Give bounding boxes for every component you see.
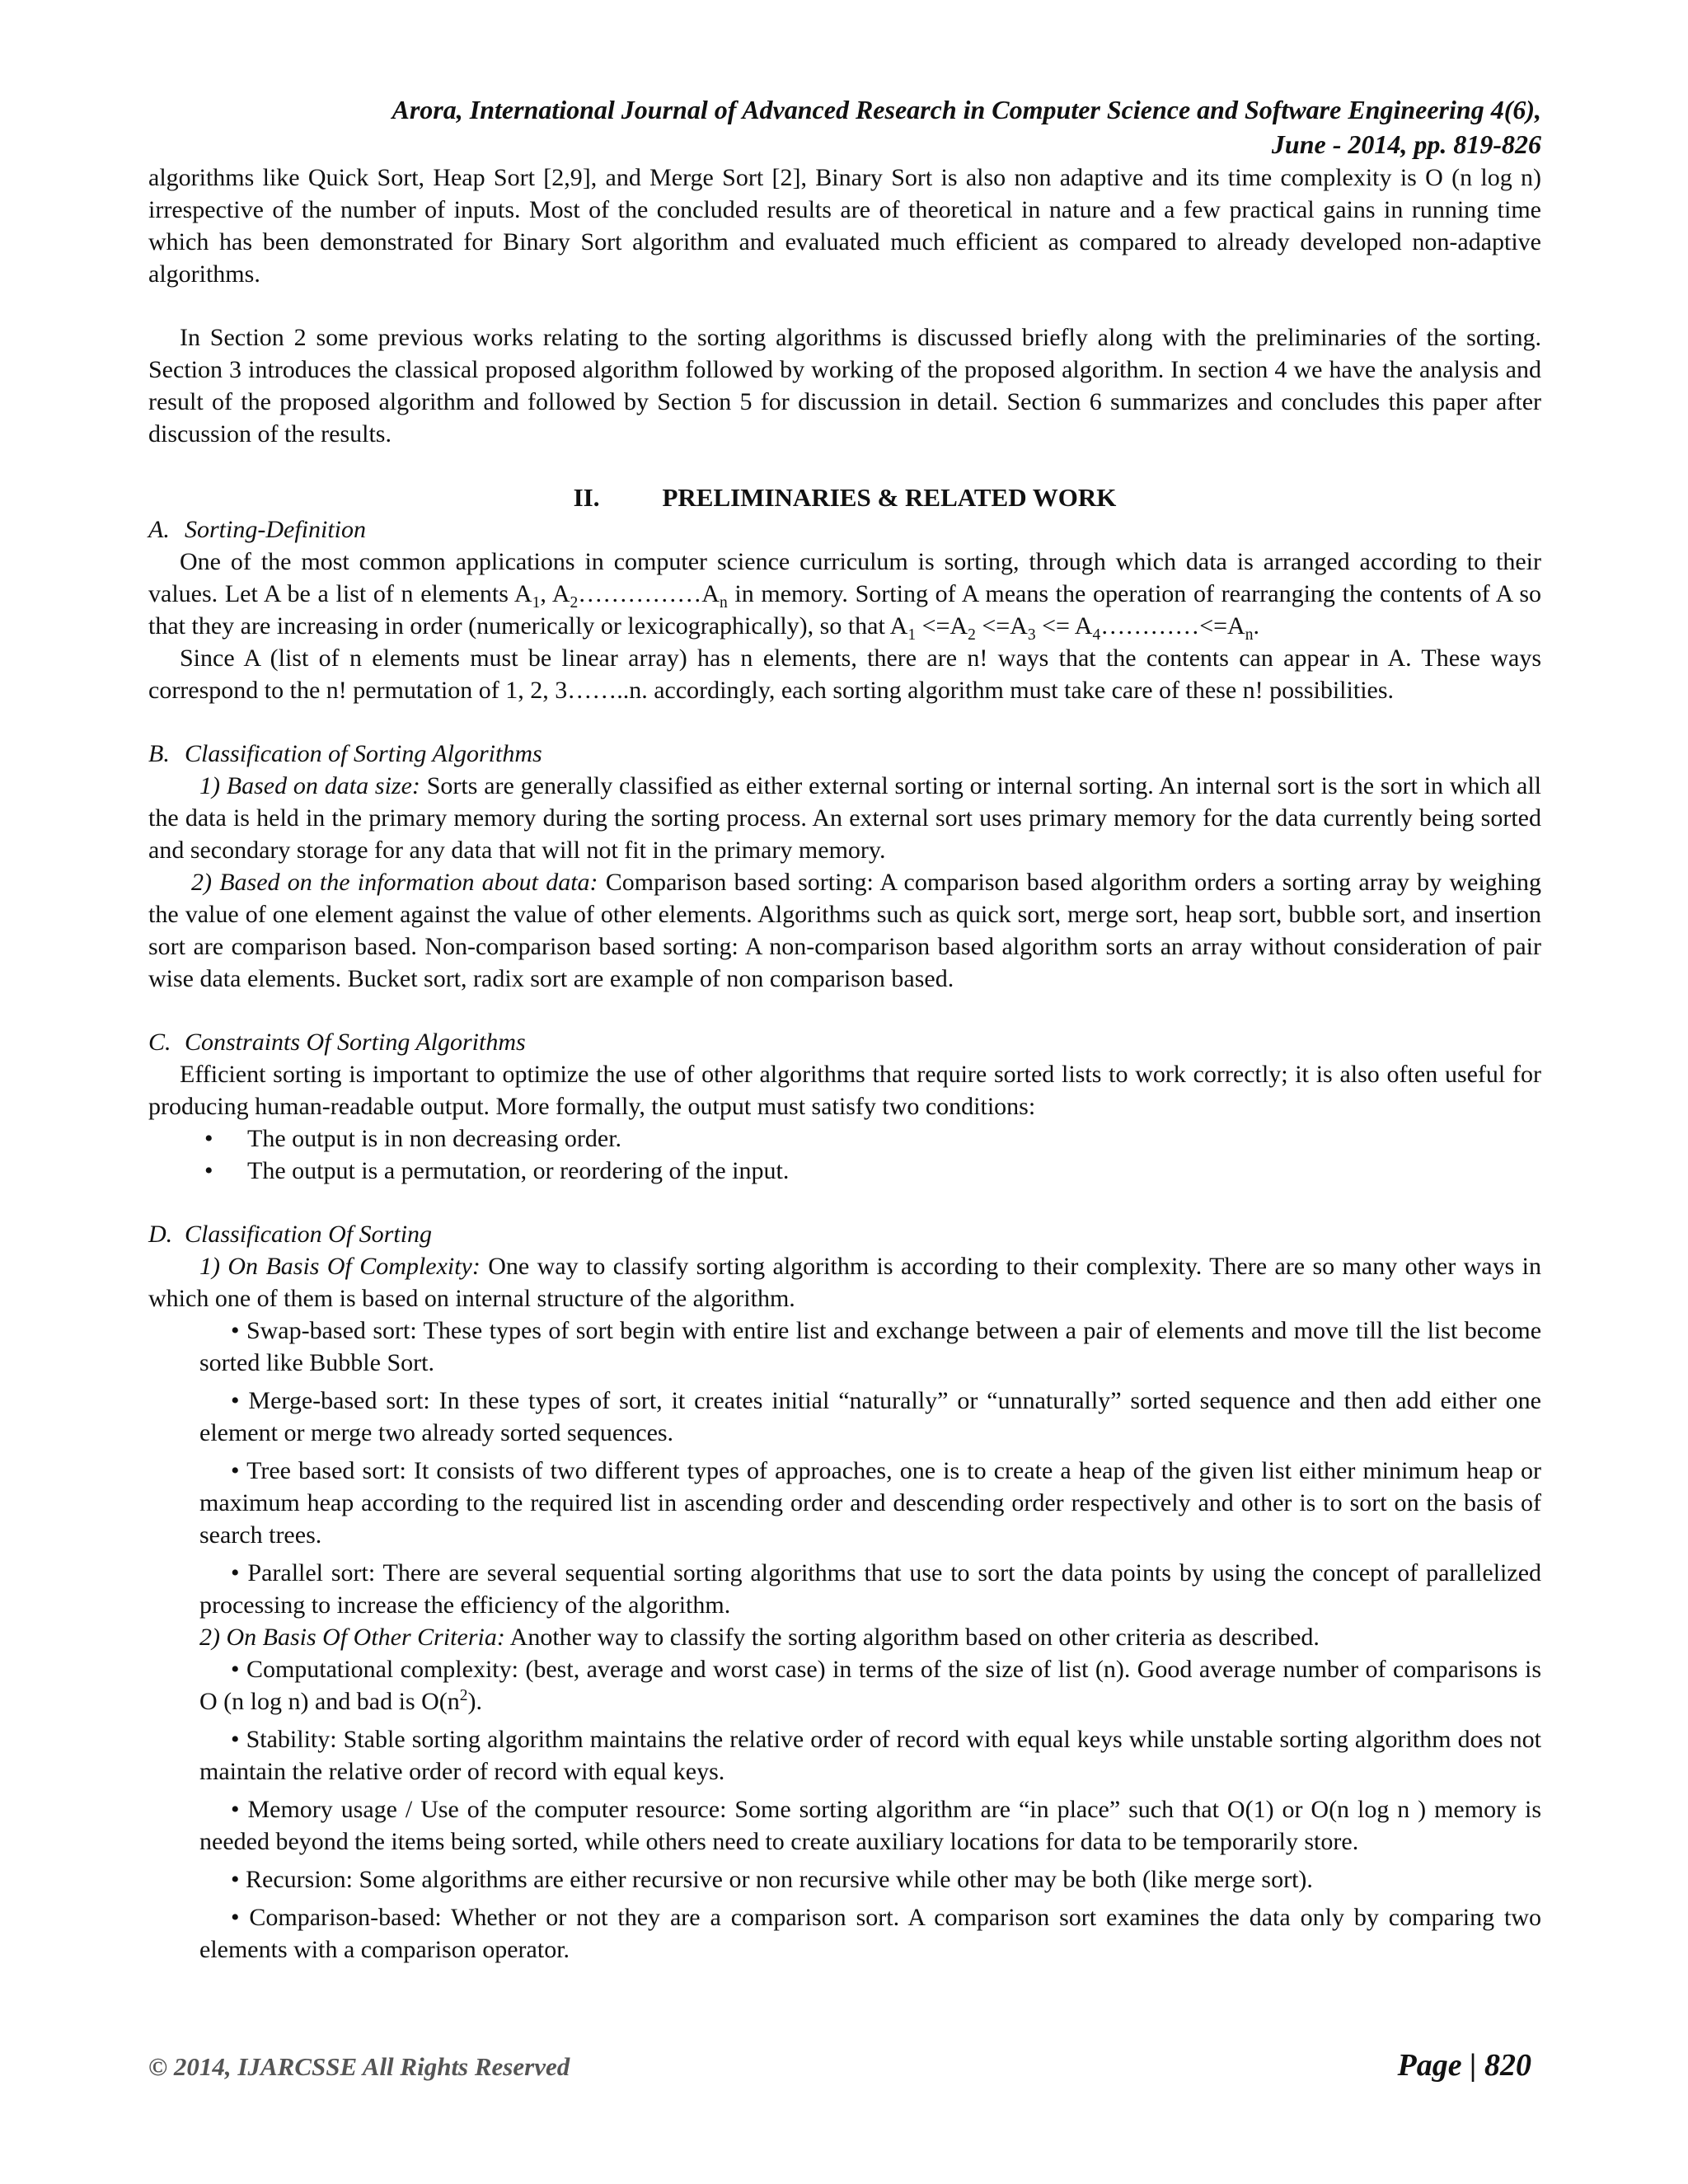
runin-label: 2) Based on the information about data: [191, 869, 598, 896]
header-journal-line: Arora, International Journal of Advanced Research in Computer Science and Software Engineering 4(6), [392, 95, 1541, 124]
subscript: 1 [907, 626, 917, 644]
bullet-icon: • [231, 1796, 240, 1823]
other-criteria-paragraph [199, 1621, 1541, 1653]
complexity-list [148, 1315, 1541, 1966]
runin-label: 1) On Basis Of Complexity: [199, 1253, 481, 1280]
bullet-icon: • [231, 1317, 240, 1344]
subsection-b-title: Classification of Sorting Algorithms [185, 740, 542, 767]
list-item-text: Merge-based sort: In these types of sort, it creates initial “naturally” or “unnaturally” sorted sequence and then add either one element or merge two already sorted sequences. [199, 1387, 1541, 1446]
list-item-text: Computational complexity: (best, average and worst case) in terms of the size of list (n). Good average number of comparisons is O (n log n) and bad is O(n [199, 1656, 1542, 1715]
definition-text: . [1253, 612, 1259, 640]
list-item-text: Comparison-based: Whether or not they are a comparison sort. A comparison sort examines the data only by comparing two elements with a comparison operator. [199, 1904, 1541, 1963]
bullet-icon: • [231, 1387, 240, 1414]
sorting-definition-paragraph [148, 546, 1541, 642]
list-item-text: Swap-based sort: These types of sort begin with entire list and exchange between a pair of elements and move till the list become sorted like Bubble Sort. [199, 1317, 1542, 1376]
list-item-text: Recursion: Some algorithms are either recursive or non recursive while other may be both (like merge sort). [246, 1866, 1313, 1893]
subscript: 2 [968, 626, 976, 644]
list-item [204, 1155, 1541, 1187]
complexity-paragraph [148, 1250, 1541, 1315]
header-date-line: June - 2014, pp. 819-826 [1271, 129, 1541, 159]
bullet-icon: • [231, 1457, 240, 1484]
list-item [199, 1315, 1541, 1379]
definition-text: <= A [1035, 612, 1093, 640]
constraints-paragraph: Efficient sorting is important to optimize the use of other algorithms that require sorted lists to work correctly; it is also often useful for producing human-readable output. More formally, the output must satisfy two conditions: [148, 1061, 1541, 1120]
definition-text: , A [540, 580, 570, 607]
conditions-list [148, 1122, 1541, 1187]
subscript: 1 [532, 594, 541, 612]
permutation-paragraph: Since A (list of n elements must be linear array) has n elements, there are n! ways that the contents can appear in A. These ways correspond to the n! permutation of 1, 2, 3……..n. accordingly, each sorting algorithm must take care of these n! possibilities. [148, 644, 1541, 704]
subscript: 4 [1092, 626, 1101, 644]
bullet-icon: • [231, 1726, 240, 1753]
list-item [199, 1557, 1541, 1621]
bullet-icon: • [231, 1656, 240, 1683]
bullet-icon: • [204, 1125, 213, 1152]
definition-text: <=A [975, 612, 1028, 640]
bullet-icon: • [231, 1559, 240, 1586]
list-item-text: Memory usage / Use of the computer resource: Some sorting algorithm are “in place” such that O(1) or O(n log n ) memory is needed beyond the items being sorted, while others need to create auxiliary locations for data to be temporarily store. [199, 1796, 1542, 1855]
subscript: n [1245, 626, 1254, 644]
list-item [199, 1793, 1541, 1858]
subsection-c-heading [148, 1026, 1541, 1058]
page-number: Page | 820 [1397, 2048, 1531, 2083]
paragraph-text: Another way to classify the sorting algorithm based on other criteria as described. [504, 1624, 1320, 1651]
section-heading [148, 481, 1541, 513]
subsection-a-letter: A. [148, 516, 170, 543]
paragraph-text: Comparison based sorting: A comparison based algorithm orders a sorting array by weighing the value of one element against the value of other elements. Algorithms such as quick sort, merge sort, heap sort, bubble sort, and insertion sort are comparison based. Non-comparison based sorting: A non-comparison based algorithm sorts an array without consideration of pair wise data elements. Bucket sort, radix sort are example of non comparison based. [148, 869, 1541, 992]
list-item-text: The output is in non decreasing order. [247, 1125, 622, 1152]
body-text [148, 162, 1541, 1966]
list-item [199, 1863, 1541, 1896]
list-item-text: The output is a permutation, or reordering of the input. [247, 1157, 790, 1184]
subsection-b-heading [148, 738, 1541, 770]
runin-label: 1) Based on data size: [199, 772, 420, 799]
superscript: 2 [459, 1687, 468, 1704]
section-number: II. [573, 483, 600, 512]
subscript: n [719, 594, 728, 612]
list-item [199, 1901, 1541, 1966]
data-information-paragraph [148, 866, 1541, 995]
subsection-a-heading [148, 513, 1541, 546]
intro-paragraph-2: In Section 2 some previous works relating to the sorting algorithms is discussed briefly along with the preliminaries of the sorting. Section 3 introduces the classical proposed algorithm followed by working of the proposed algorithm. In section 4 we have the analysis and result of the proposed algorithm and followed by Section 5 for discussion in detail. Section 6 summarizes and concludes this paper after discussion of the results. [148, 324, 1541, 448]
subsection-a-title: Sorting-Definition [185, 516, 366, 543]
subsection-d-letter: D. [148, 1221, 173, 1248]
list-item [199, 1455, 1541, 1551]
running-header [148, 92, 1541, 162]
list-item [199, 1653, 1541, 1718]
subsection-d-title: Classification Of Sorting [185, 1221, 433, 1248]
subscript: 3 [1027, 626, 1036, 644]
bullet-icon: • [231, 1866, 240, 1893]
list-item-text: Tree based sort: It consists of two different types of approaches, one is to create a heap of the given list either minimum heap or maximum heap according to the required list in ascending order and descending order respectively and other is to sort on the basis of search trees. [199, 1457, 1541, 1549]
definition-text: ……………A [578, 580, 720, 607]
bullet-icon: • [231, 1904, 240, 1931]
bullet-icon: • [204, 1157, 213, 1184]
section-title: PRELIMINARIES & RELATED WORK [662, 483, 1117, 512]
list-item-text: Stability: Stable sorting algorithm maintains the relative order of record with equal keys while unstable sorting algorithm does not maintain the relative order of record with equal keys. [199, 1726, 1541, 1785]
subsection-d-heading [148, 1218, 1541, 1250]
definition-text: One of the most common applications in computer science curriculum is sorting, through which data is arranged according to their values. Let A be a list of n elements A [148, 548, 1541, 607]
subsection-c-title: Constraints Of Sorting Algorithms [185, 1029, 526, 1056]
paragraph-text: One way to classify sorting algorithm is according to their complexity. There are so many other ways in which one of them is based on internal structure of the algorithm. [148, 1253, 1542, 1312]
list-item-text: Parallel sort: There are several sequential sorting algorithms that use to sort the data points by using the concept of parallelized processing to increase the efficiency of the algorithm. [199, 1559, 1542, 1619]
list-item [199, 1385, 1541, 1449]
intro-paragraph-1: algorithms like Quick Sort, Heap Sort [2,9], and Merge Sort [2], Binary Sort is also non adaptive and its time complexity is O (n log n) irrespective of the number of inputs. Most of the concluded results are of theoretical in nature and a few practical gains in running time which has been demonstrated for Binary Sort algorithm and evaluated much efficient as compared to already developed non-adaptive algorithms. [148, 164, 1541, 288]
definition-text: in memory. Sorting of A means the operation of rearranging the contents of A so that they are increasing in order (numerically or lexicographically), so that A [148, 580, 1541, 640]
subscript: 2 [570, 594, 579, 612]
definition-text: …………<=A [1100, 612, 1245, 640]
data-size-paragraph [148, 770, 1541, 866]
list-item [199, 1723, 1541, 1788]
list-item-text: ). [467, 1688, 483, 1715]
list-item [204, 1122, 1541, 1155]
subsection-c-letter: C. [148, 1029, 171, 1056]
runin-label: 2) On Basis Of Other Criteria: [199, 1624, 505, 1651]
copyright-notice: © 2014, IJARCSSE All Rights Reserved [148, 2052, 570, 2081]
definition-text: <=A [916, 612, 968, 640]
paragraph-text: Sorts are generally classified as either external sorting or internal sorting. An internal sort is the sort in which all the data is held in the primary memory during the sorting process. An external sort uses primary memory for the data currently being sorted and secondary storage for any data that will not fit in the primary memory. [148, 772, 1541, 864]
subsection-b-letter: B. [148, 740, 170, 767]
